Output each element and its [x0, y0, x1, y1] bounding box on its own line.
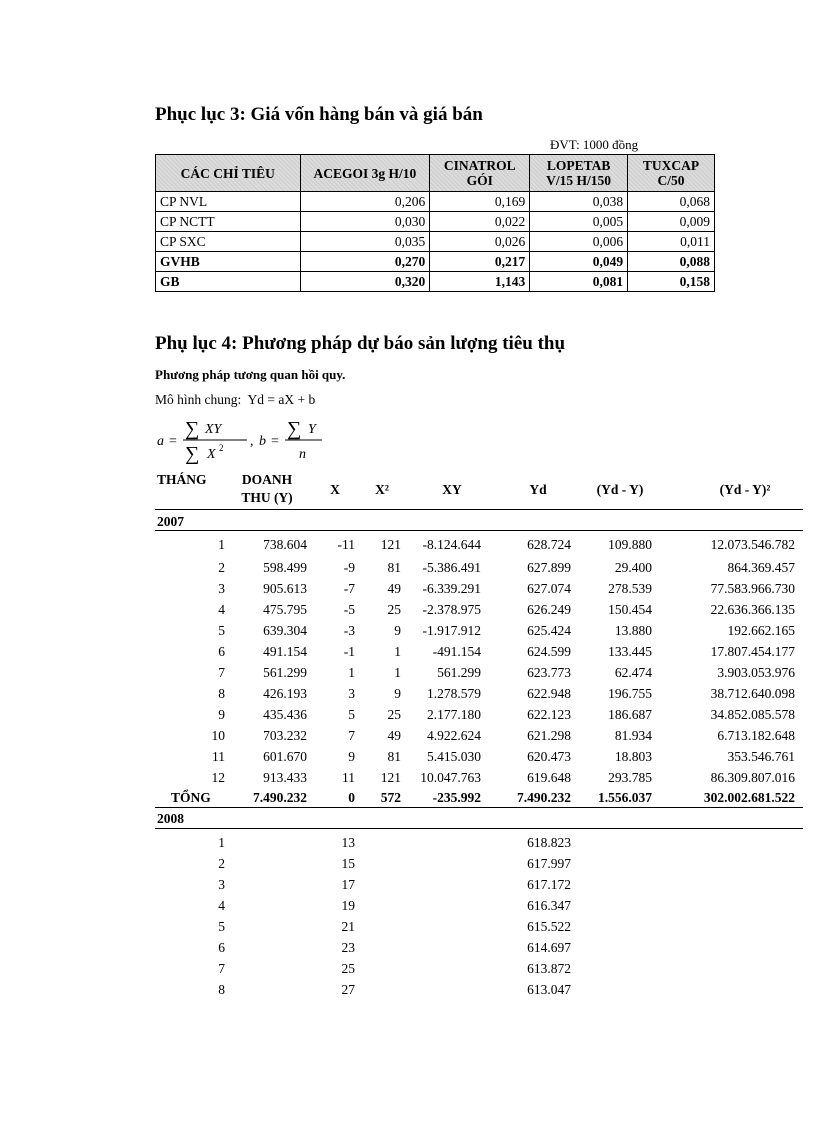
month-cell: TỔNG	[171, 790, 211, 805]
revenue-cell: 913.433	[263, 770, 307, 785]
cost-cell: 0,022	[430, 212, 530, 232]
header-x: X	[330, 482, 340, 497]
appendix3-title: Phục lục 3: Giá vốn hàng bán và giá bán	[155, 104, 483, 125]
month-cell: 2	[218, 560, 225, 575]
svg-text:=: =	[169, 434, 177, 449]
month-cell: 11	[212, 749, 225, 764]
diff-cell: 186.687	[608, 707, 652, 722]
yd-cell: 627.074	[527, 581, 571, 596]
xy-cell: -8.124.644	[422, 537, 481, 552]
cost-table-body	[156, 192, 715, 292]
x2-cell: 572	[380, 790, 401, 805]
table-row	[155, 749, 803, 770]
cost-cell: 0,088	[628, 252, 715, 272]
svg-text:,: ,	[250, 434, 254, 449]
diff-squared-cell: 302.002.681.522	[703, 790, 795, 805]
table-row	[155, 581, 803, 602]
row-label: CP NVL	[156, 192, 301, 212]
diff-cell: 29.400	[614, 560, 652, 575]
month-cell: 7	[218, 961, 225, 976]
revenue-cell: 738.604	[263, 537, 307, 552]
yd-cell: 613.872	[527, 961, 571, 976]
x2-cell: 9	[394, 686, 401, 701]
formula-xy: XY	[205, 422, 222, 437]
cost-cell: 0,005	[530, 212, 628, 232]
cost-cell: 0,049	[530, 252, 628, 272]
xy-cell: 10.047.763	[420, 770, 481, 785]
forecast-table-header	[155, 470, 803, 510]
header-x2: X²	[375, 482, 389, 497]
year-2007-label: 2007	[157, 514, 184, 529]
cost-cell: 0,009	[628, 212, 715, 232]
cost-cell: 0,026	[430, 232, 530, 252]
revenue-cell: 475.795	[263, 602, 307, 617]
month-cell: 10	[211, 728, 225, 743]
xy-cell: 4.922.624	[427, 728, 481, 743]
diff-cell: 13.880	[614, 623, 652, 638]
x2-cell: 49	[387, 728, 401, 743]
yd-cell: 614.697	[527, 940, 571, 955]
diff-squared-cell: 6.713.182.648	[717, 728, 795, 743]
header-cinatrol: CINATROL GÓI	[430, 155, 530, 192]
x2-cell: 121	[380, 537, 401, 552]
table-row	[155, 982, 803, 1003]
cost-cell: 0,030	[300, 212, 430, 232]
formula-n: n	[299, 447, 306, 462]
x2-cell: 1	[394, 644, 401, 659]
header-yd: Yd	[529, 482, 547, 497]
diff-squared-cell: 17.807.454.177	[710, 644, 795, 659]
yd-cell: 618.823	[527, 835, 571, 850]
table-row	[155, 560, 803, 581]
month-cell: 6	[218, 940, 225, 955]
header-rule	[155, 509, 803, 510]
yd-cell: 626.249	[527, 602, 571, 617]
month-cell: 9	[218, 707, 225, 722]
diff-cell: 18.803	[614, 749, 652, 764]
revenue-cell: 639.304	[263, 623, 307, 638]
table-row	[155, 602, 803, 623]
yd-cell: 627.899	[527, 560, 571, 575]
table-row	[155, 707, 803, 728]
sum-symbol-3: ∑	[287, 418, 302, 440]
x-cell: 0	[348, 790, 355, 805]
x-cell: 23	[341, 940, 355, 955]
x2-cell: 81	[387, 560, 401, 575]
cost-table-header	[156, 155, 715, 192]
x-cell: 11	[342, 770, 355, 785]
diff-squared-cell: 34.852.085.578	[710, 707, 795, 722]
x-cell: 7	[348, 728, 355, 743]
cost-cell: 0,158	[628, 272, 715, 292]
yd-cell: 617.997	[527, 856, 571, 871]
month-cell: 5	[218, 919, 225, 934]
method-subtitle: Phương pháp tương quan hồi quy.	[155, 367, 346, 382]
table-row	[155, 665, 803, 686]
x-cell: -11	[337, 537, 355, 552]
diff-squared-cell: 22.636.366.135	[710, 602, 795, 617]
x-cell: 5	[348, 707, 355, 722]
revenue-cell: 905.613	[263, 581, 307, 596]
diff-cell: 196.755	[608, 686, 652, 701]
xy-cell: -6.339.291	[422, 581, 481, 596]
xy-cell: -1.917.912	[422, 623, 481, 638]
yd-cell: 622.948	[527, 686, 571, 701]
month-cell: 12	[211, 770, 225, 785]
x-cell: 25	[341, 961, 355, 976]
diff-squared-cell: 192.662.165	[727, 623, 795, 638]
xy-cell: 2.177.180	[427, 707, 481, 722]
sum-symbol-1: ∑	[185, 418, 200, 440]
month-cell: 4	[218, 602, 225, 617]
revenue-cell: 703.232	[263, 728, 307, 743]
yd-cell: 617.172	[527, 877, 571, 892]
month-cell: 4	[218, 898, 225, 913]
model-label: Mô hình chung:	[155, 392, 242, 407]
revenue-cell: 7.490.232	[253, 790, 307, 805]
diff-cell: 133.445	[608, 644, 652, 659]
xy-cell: -5.386.491	[422, 560, 481, 575]
month-cell: 5	[218, 623, 225, 638]
x-cell: -9	[343, 560, 355, 575]
xy-cell: 5.415.030	[427, 749, 481, 764]
revenue-cell: 598.499	[263, 560, 307, 575]
header-revenue-line1: DOANH	[241, 472, 293, 487]
month-cell: 6	[218, 644, 225, 659]
month-cell: 7	[218, 665, 225, 680]
month-cell: 8	[218, 982, 225, 997]
formula-b: b	[259, 434, 266, 449]
table-row	[155, 961, 803, 982]
x-cell: -1	[343, 644, 355, 659]
header-tuxcap: TUXCAP C/50	[628, 155, 715, 192]
header-acegoi: ACEGOI 3g H/10	[300, 155, 430, 192]
x2-cell: 25	[387, 602, 401, 617]
yd-cell: 615.522	[527, 919, 571, 934]
header-lopetab: LOPETAB V/15 H/150	[530, 155, 628, 192]
diff-cell: 81.934	[614, 728, 652, 743]
cost-table-row	[156, 272, 715, 292]
header-criteria: CÁC CHỈ TIÊU	[156, 155, 301, 192]
header-diff: (Yd - Y)	[596, 482, 644, 497]
diff-squared-cell: 864.369.457	[727, 560, 795, 575]
x2-cell: 49	[387, 581, 401, 596]
table-row	[155, 686, 803, 707]
month-cell: 3	[218, 581, 225, 596]
cost-cell: 0,169	[430, 192, 530, 212]
cost-cell: 0,068	[628, 192, 715, 212]
forecast-table	[155, 470, 803, 997]
diff-cell: 293.785	[608, 770, 652, 785]
model-equation: Yd = aX + b	[247, 392, 316, 407]
month-cell: 3	[218, 877, 225, 892]
formula-y: Y	[308, 422, 316, 437]
x-cell: -5	[343, 602, 355, 617]
xy-cell: -491.154	[432, 644, 481, 659]
header-diff-squared: (Yd - Y)²	[719, 482, 771, 497]
table-row	[155, 644, 803, 665]
x-cell: 17	[341, 877, 355, 892]
x2-cell: 81	[387, 749, 401, 764]
table-row	[155, 898, 803, 919]
year-2007-rule	[155, 530, 803, 531]
x2-cell: 1	[394, 665, 401, 680]
svg-text:=: =	[271, 434, 279, 449]
cost-cell: 0,270	[300, 252, 430, 272]
diff-squared-cell: 12.073.546.782	[710, 537, 795, 552]
yd-cell: 616.347	[527, 898, 571, 913]
month-cell: 1	[218, 835, 225, 850]
cost-cell: 0,038	[530, 192, 628, 212]
x2-cell: 25	[387, 707, 401, 722]
revenue-cell: 435.436	[263, 707, 307, 722]
cost-cell: 0,006	[530, 232, 628, 252]
table-row	[155, 940, 803, 961]
diff-squared-cell: 86.309.807.016	[710, 770, 795, 785]
yd-cell: 625.424	[527, 623, 571, 638]
x2-cell: 121	[380, 770, 401, 785]
row-label: CP NCTT	[156, 212, 301, 232]
x-cell: 9	[348, 749, 355, 764]
x-cell: 15	[341, 856, 355, 871]
sum-symbol-2: ∑	[185, 443, 200, 464]
table-row	[155, 770, 803, 791]
row-label: GVHB	[156, 252, 301, 272]
month-cell: 8	[218, 686, 225, 701]
year-2008-label: 2008	[157, 811, 184, 826]
x-cell: 19	[341, 898, 355, 913]
cost-cell: 0,217	[430, 252, 530, 272]
x-cell: 1	[348, 665, 355, 680]
yd-cell: 624.599	[527, 644, 571, 659]
diff-squared-cell: 77.583.966.730	[710, 581, 795, 596]
table-row	[155, 537, 803, 558]
yd-cell: 621.298	[527, 728, 571, 743]
yd-cell: 7.490.232	[517, 790, 571, 805]
cost-table-row	[156, 212, 715, 232]
yd-cell: 613.047	[527, 982, 571, 997]
header-xy: XY	[442, 482, 462, 497]
diff-squared-cell: 353.546.761	[727, 749, 795, 764]
diff-cell: 278.539	[608, 581, 652, 596]
general-model	[155, 392, 315, 408]
appendix4-title: Phụ lục 4: Phương pháp dự báo sản lượng tiêu thụ	[155, 333, 566, 354]
formula-a: a	[157, 434, 164, 449]
cost-table-row	[156, 232, 715, 252]
diff-cell: 1.556.037	[598, 790, 652, 805]
formula-x2: X	[207, 447, 216, 462]
yd-cell: 623.773	[527, 665, 571, 680]
x-cell: 13	[341, 835, 355, 850]
cost-cell: 0,081	[530, 272, 628, 292]
xy-cell: 1.278.579	[427, 686, 481, 701]
table-row	[155, 856, 803, 877]
cost-cell: 0,035	[300, 232, 430, 252]
yd-cell: 620.473	[527, 749, 571, 764]
table-row	[155, 835, 803, 856]
row-label: GB	[156, 272, 301, 292]
x-cell: 21	[341, 919, 355, 934]
x-cell: 3	[348, 686, 355, 701]
table-row	[155, 623, 803, 644]
unit-label: ĐVT: 1000 đồng	[550, 137, 639, 152]
table-row	[155, 728, 803, 749]
diff-cell: 109.880	[608, 537, 652, 552]
month-cell: 1	[218, 537, 225, 552]
xy-cell: 561.299	[437, 665, 481, 680]
cost-price-table	[155, 154, 715, 292]
cost-cell: 0,320	[300, 272, 430, 292]
regression-formula	[157, 418, 357, 464]
xy-cell: -2.378.975	[422, 602, 481, 617]
year-2008-rule	[155, 828, 803, 829]
diff-squared-cell: 3.903.053.976	[717, 665, 795, 680]
xy-cell: -235.992	[432, 790, 481, 805]
revenue-cell: 561.299	[263, 665, 307, 680]
yd-cell: 622.123	[527, 707, 571, 722]
header-revenue-line2: THU (Y)	[241, 490, 293, 505]
diff-cell: 150.454	[608, 602, 652, 617]
month-cell: 2	[218, 856, 225, 871]
revenue-cell: 426.193	[263, 686, 307, 701]
x-cell: -3	[343, 623, 355, 638]
x-cell: 27	[341, 982, 355, 997]
x-cell: -7	[343, 581, 355, 596]
cost-cell: 1,143	[430, 272, 530, 292]
cost-table-row	[156, 252, 715, 272]
revenue-cell: 491.154	[263, 644, 307, 659]
cost-cell: 0,011	[628, 232, 715, 252]
table-row	[155, 877, 803, 898]
year-2008-top-rule	[155, 807, 803, 808]
header-month: THÁNG	[157, 472, 207, 487]
cost-table-row	[156, 192, 715, 212]
x2-cell: 9	[394, 623, 401, 638]
yd-cell: 628.724	[527, 537, 571, 552]
yd-cell: 619.648	[527, 770, 571, 785]
table-row	[155, 919, 803, 940]
row-label: CP SXC	[156, 232, 301, 252]
diff-squared-cell: 38.712.640.098	[710, 686, 795, 701]
formula-exp: 2	[219, 443, 224, 453]
revenue-cell: 601.670	[263, 749, 307, 764]
cost-cell: 0,206	[300, 192, 430, 212]
diff-cell: 62.474	[614, 665, 652, 680]
